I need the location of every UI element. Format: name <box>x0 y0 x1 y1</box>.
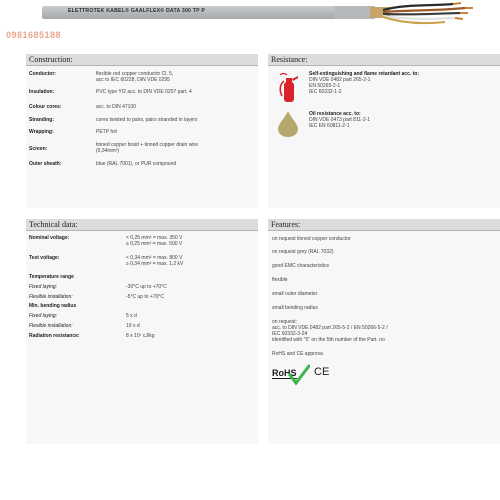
outer-sheath-value: blue (RAL 7001), or PUR compound <box>96 161 177 167</box>
flame-standard-1: DIN VDE 0482 part 265-2-1 <box>309 77 371 83</box>
conductor-value-line1: flexible red copper conductor Cl. 5, <box>96 71 174 77</box>
screen-value-line2: (0,34mm²) <box>96 148 120 154</box>
features-panel <box>268 219 500 444</box>
test-voltage-line1: < 0,34 mm² = max. 800 V <box>126 255 183 261</box>
wrapping-value: PETP foil <box>96 129 117 135</box>
cable-wires-image <box>335 0 500 30</box>
on-request-line4: identified with "5" on the 5th number of the Part. no <box>272 337 385 343</box>
nominal-voltage-label: Nominal voltage: <box>29 235 70 241</box>
temperature-range-label: Temperature range <box>29 274 74 280</box>
flexible-temp-value: -5°C up to +70°C <box>126 294 165 300</box>
cable-print-text: ELETTROTEK KABEL® GAALFLEX® DATA 300 TP P <box>68 8 205 14</box>
insulation-value: PVC type YI2 acc. to DIN VDE 0207 part. 4 <box>96 89 192 95</box>
stranding-value: cores twisted to pairs, pairs stranded in layers <box>96 117 198 123</box>
on-request-line2: acc. to DIN VDE 0482 part 265-5-2 / EN 50266-5-2 / <box>272 325 388 331</box>
oil-drop-icon <box>277 110 299 138</box>
conductor-value-line2: acc to IEC 60228, DIN VDE 0295 <box>96 77 170 83</box>
screen-label: Screen: <box>29 146 48 152</box>
colour-cores-value: acc. to DIN 47100 <box>96 104 137 110</box>
insulation-label: Insulation: <box>29 89 55 95</box>
feature-item: on request tinned copper conductor <box>272 236 351 242</box>
feature-item: small outer diameter <box>272 291 318 297</box>
radiation-resistance-value: 8 x 10⁷ cJ/kg <box>126 333 155 339</box>
flexible-temp-label: Flexible installation: <box>29 294 73 300</box>
resistance-panel <box>268 54 500 208</box>
test-voltage-line2: ≥ 0,34 mm² = max. 1,2 kV <box>126 261 184 267</box>
on-request-line1: on request: <box>272 319 298 325</box>
oil-standard-1: DIN VDE 0473 part 811-2-1 <box>309 117 371 123</box>
construction-title: Construction: <box>26 54 258 66</box>
feature-item: on request grey (RAL 7032) <box>272 249 334 255</box>
flame-retardant-heading: Self-extinguishing and flame retardant acc. to: <box>309 71 420 77</box>
phone-number-watermark: 0981685188 <box>6 30 62 40</box>
construction-panel <box>26 54 258 208</box>
stranding-label: Stranding: <box>29 117 54 123</box>
min-bending-radius-label: Min. bending radius <box>29 303 77 309</box>
screen-value-line1: tinned copper braid + tinned copper drain wire <box>96 142 198 148</box>
technical-data-title: Technical data: <box>26 219 258 231</box>
rohs-logo <box>272 364 312 386</box>
conductor-label: Conductor: <box>29 71 56 77</box>
feature-item: good EMC characteristics <box>272 263 329 269</box>
nominal-voltage-line2: ≥ 0,25 mm² = max. 500 V <box>126 241 183 247</box>
fixed-laying-temp-value: -30°C up to +70°C <box>126 284 167 290</box>
green-checkmark-icon <box>288 364 310 386</box>
colour-cores-label: Colour cores: <box>29 104 62 110</box>
resistance-title: Resistance: <box>268 54 500 66</box>
radiation-resistance-label: Radiation resistance: <box>29 333 80 339</box>
cable-banner <box>0 0 500 30</box>
nominal-voltage-line1: < 0,25 mm² = max. 350 V <box>126 235 183 241</box>
fixed-laying-bend-label: Fixed laying: <box>29 313 58 319</box>
feature-item: flexible <box>272 277 288 283</box>
ce-mark: CE <box>314 366 330 378</box>
flexible-bend-label: Flexible installation: <box>29 323 73 329</box>
oil-standard-2: IEC EN 60811-2-1 <box>309 123 350 129</box>
rohs-logo-text: RoHS <box>272 368 297 378</box>
test-voltage-label: Test voltage: <box>29 255 60 261</box>
on-request-line3: IEC 60332-3-24 <box>272 331 308 337</box>
wrapping-label: Wrapping: <box>29 129 54 135</box>
approvals-text: RoHS and CE approva <box>272 351 323 357</box>
feature-item: small bending radius <box>272 305 318 311</box>
oil-resistance-heading: Oil resistance acc. to: <box>309 111 361 117</box>
flame-standard-2: EN 50265-2-1 <box>309 83 341 89</box>
features-title: Features: <box>268 219 500 231</box>
fixed-laying-bend-value: 5 x d <box>126 313 137 319</box>
flame-standard-3: IEC 60332-1-2 <box>309 89 342 95</box>
technical-data-panel <box>26 219 258 444</box>
fixed-laying-temp-label: Fixed laying: <box>29 284 58 290</box>
outer-sheath-label: Outer sheath: <box>29 161 62 167</box>
flexible-bend-value: 10 x d <box>126 323 140 329</box>
fire-extinguisher-icon <box>277 72 301 104</box>
